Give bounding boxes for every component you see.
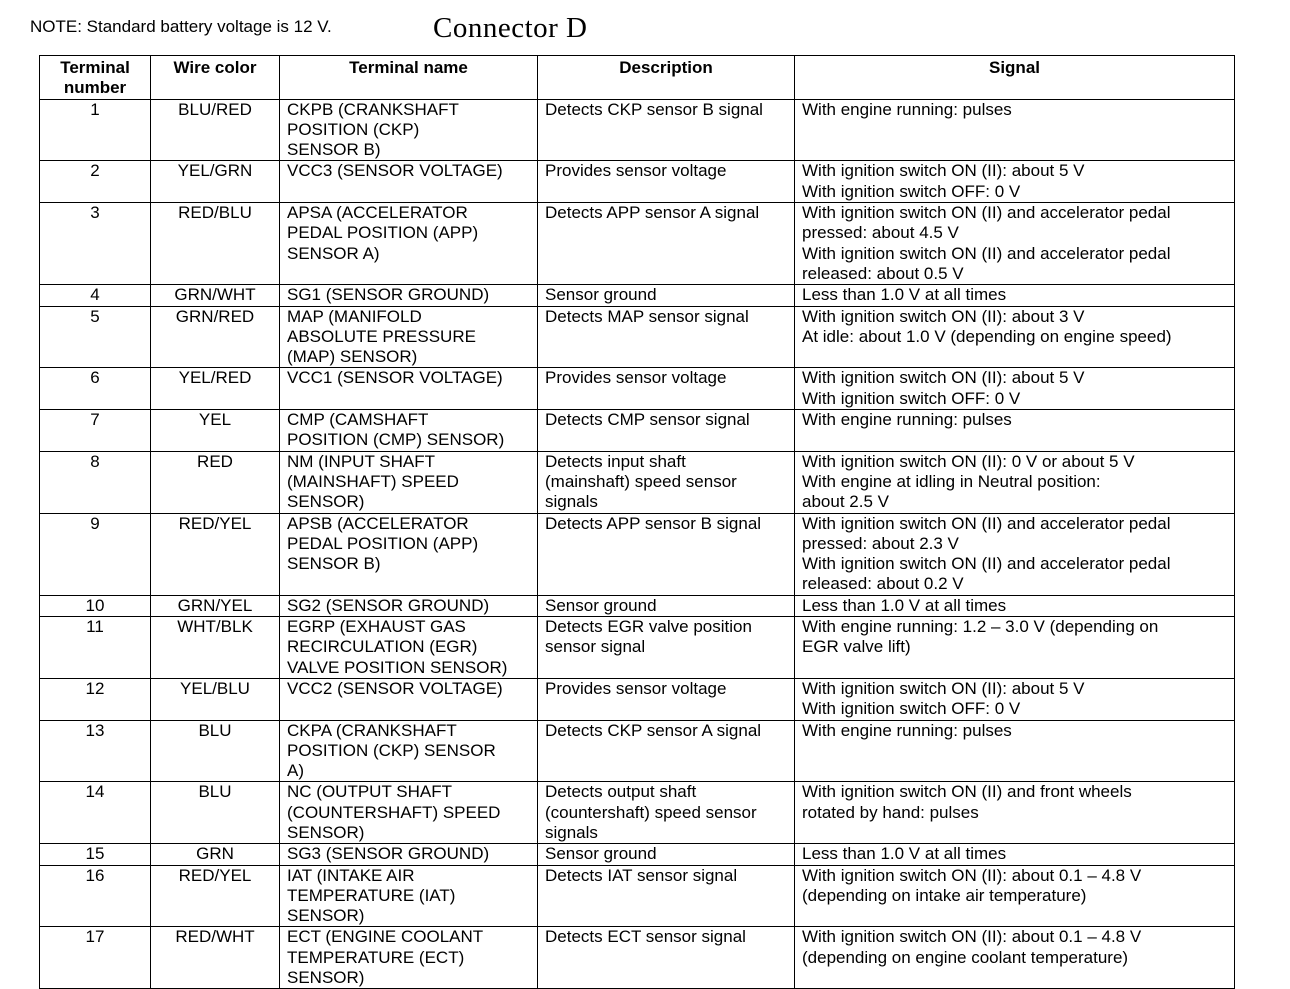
- signal-line: With ignition switch ON (II) and front wheels: [802, 782, 1132, 802]
- terminal-number-cell: 6: [40, 368, 151, 410]
- terminal-name-cell: [280, 782, 538, 844]
- description-line: (mainshaft) speed sensor: [545, 471, 737, 491]
- signal-cell: [795, 99, 1235, 161]
- terminal-name-line: SG3 (SENSOR GROUND): [287, 844, 490, 864]
- signal-line: With ignition switch ON (II) and accelerator pedal: [802, 203, 1171, 223]
- header-description: Description: [538, 56, 795, 100]
- terminal-name-line: PEDAL POSITION (APP): [287, 223, 479, 243]
- signal-cell: [795, 285, 1235, 306]
- description-line: signals: [545, 492, 598, 512]
- table-row: [40, 617, 1235, 679]
- terminal-name-line: SENSOR B): [287, 140, 381, 160]
- terminal-name-cell: [280, 720, 538, 782]
- signal-cell: [795, 617, 1235, 679]
- signal-line: about 2.5 V: [802, 492, 889, 512]
- terminal-number-cell: 17: [40, 927, 151, 989]
- terminal-name-line: CKPA (CRANKSHAFT: [287, 720, 457, 740]
- wire-color-cell: RED: [151, 451, 280, 513]
- description-line: Detects APP sensor A signal: [545, 203, 760, 223]
- header-terminal-name: Terminal name: [280, 56, 538, 100]
- terminal-name-line: EGRP (EXHAUST GAS: [287, 617, 466, 637]
- table-row: [40, 451, 1235, 513]
- description-cell: [538, 99, 795, 161]
- description-line: Sensor ground: [545, 595, 657, 615]
- terminal-name-line: SG1 (SENSOR GROUND): [287, 285, 490, 305]
- description-line: signals: [545, 822, 598, 842]
- signal-line: With ignition switch ON (II): 0 V or about 5 V: [802, 451, 1135, 471]
- table-row: [40, 306, 1235, 368]
- terminal-number-cell: 9: [40, 513, 151, 595]
- wire-color-cell: BLU/RED: [151, 99, 280, 161]
- signal-line: With ignition switch OFF: 0 V: [802, 181, 1021, 201]
- description-cell: [538, 678, 795, 720]
- description-cell: [538, 513, 795, 595]
- description-line: Provides sensor voltage: [545, 678, 727, 698]
- terminal-name-cell: [280, 513, 538, 595]
- terminal-name-line: PEDAL POSITION (APP): [287, 533, 479, 553]
- table-row: [40, 595, 1235, 616]
- description-cell: [538, 865, 795, 927]
- signal-line: With ignition switch ON (II): about 3 V: [802, 306, 1085, 326]
- terminal-name-line: ABSOLUTE PRESSURE: [287, 326, 476, 346]
- table-body: [40, 99, 1235, 989]
- signal-line: With ignition switch ON (II): about 5 V: [802, 678, 1085, 698]
- description-line: Detects MAP sensor signal: [545, 306, 749, 326]
- terminal-name-line: CKPB (CRANKSHAFT: [287, 99, 459, 119]
- description-line: Detects EGR valve position: [545, 617, 752, 637]
- terminal-name-cell: [280, 368, 538, 410]
- description-cell: [538, 595, 795, 616]
- signal-line: Less than 1.0 V at all times: [802, 285, 1007, 305]
- signal-cell: [795, 844, 1235, 865]
- description-line: Detects output shaft: [545, 782, 697, 802]
- terminal-name-line: (MAINSHAFT) SPEED: [287, 471, 459, 491]
- wire-color-cell: GRN: [151, 844, 280, 865]
- header-signal: Signal: [795, 56, 1235, 100]
- description-cell: [538, 782, 795, 844]
- terminal-name-line: POSITION (CMP) SENSOR): [287, 430, 505, 450]
- signal-line: With ignition switch ON (II): about 0.1 – 4.8 V: [802, 927, 1142, 947]
- description-line: Detects CMP sensor signal: [545, 410, 750, 430]
- table-row: [40, 203, 1235, 285]
- description-line: Detects IAT sensor signal: [545, 865, 738, 885]
- wire-color-cell: GRN/RED: [151, 306, 280, 368]
- description-cell: [538, 306, 795, 368]
- terminal-name-line: SENSOR): [287, 906, 365, 926]
- table-row: [40, 285, 1235, 306]
- description-line: Sensor ground: [545, 844, 657, 864]
- header-terminal-number: [40, 56, 151, 100]
- terminal-name-line: VCC2 (SENSOR VOLTAGE): [287, 678, 503, 698]
- terminal-number-cell: 1: [40, 99, 151, 161]
- terminal-name-line: A): [287, 761, 304, 781]
- terminal-name-line: VCC1 (SENSOR VOLTAGE): [287, 368, 503, 388]
- signal-cell: [795, 720, 1235, 782]
- signal-line: With engine at idling in Neutral position:: [802, 471, 1101, 491]
- table-row: [40, 161, 1235, 203]
- connector-pinout-table: [39, 55, 1235, 989]
- terminal-number-cell: 4: [40, 285, 151, 306]
- description-cell: [538, 617, 795, 679]
- signal-line: With ignition switch OFF: 0 V: [802, 388, 1021, 408]
- terminal-name-cell: [280, 99, 538, 161]
- terminal-name-cell: [280, 844, 538, 865]
- wire-color-cell: RED/YEL: [151, 865, 280, 927]
- signal-line: Less than 1.0 V at all times: [802, 844, 1007, 864]
- terminal-name-line: SENSOR): [287, 968, 365, 988]
- terminal-number-cell: 5: [40, 306, 151, 368]
- description-line: Detects CKP sensor A signal: [545, 720, 762, 740]
- description-cell: [538, 368, 795, 410]
- description-cell: [538, 203, 795, 285]
- terminal-name-cell: [280, 595, 538, 616]
- wire-color-cell: GRN/YEL: [151, 595, 280, 616]
- wire-color-cell: RED/BLU: [151, 203, 280, 285]
- terminal-name-cell: [280, 161, 538, 203]
- description-line: Provides sensor voltage: [545, 161, 727, 181]
- battery-voltage-note: NOTE: Standard battery voltage is 12 V.: [30, 17, 332, 36]
- description-cell: [538, 720, 795, 782]
- signal-cell: [795, 203, 1235, 285]
- table-row: [40, 865, 1235, 927]
- wire-color-cell: YEL/GRN: [151, 161, 280, 203]
- table-row: [40, 678, 1235, 720]
- table-row: [40, 782, 1235, 844]
- description-line: Sensor ground: [545, 285, 657, 305]
- terminal-name-line: SENSOR A): [287, 243, 380, 263]
- wire-color-cell: WHT/BLK: [151, 617, 280, 679]
- terminal-name-line: VALVE POSITION SENSOR): [287, 657, 508, 677]
- signal-cell: [795, 451, 1235, 513]
- terminal-name-line: SENSOR): [287, 492, 365, 512]
- signal-line: With ignition switch ON (II) and accelerator pedal: [802, 513, 1171, 533]
- terminal-number-cell: 11: [40, 617, 151, 679]
- terminal-number-cell: 13: [40, 720, 151, 782]
- signal-line: released: about 0.5 V: [802, 263, 964, 283]
- signal-line: With engine running: pulses: [802, 99, 1012, 119]
- terminal-number-cell: 16: [40, 865, 151, 927]
- terminal-name-line: IAT (INTAKE AIR: [287, 865, 415, 885]
- wire-color-cell: RED/WHT: [151, 927, 280, 989]
- terminal-name-line: POSITION (CKP): [287, 119, 420, 139]
- description-line: Detects input shaft: [545, 451, 686, 471]
- wire-color-cell: RED/YEL: [151, 513, 280, 595]
- terminal-name-line: ECT (ENGINE COOLANT: [287, 927, 484, 947]
- signal-cell: [795, 161, 1235, 203]
- wire-color-cell: BLU: [151, 720, 280, 782]
- description-cell: [538, 410, 795, 452]
- table-row: [40, 99, 1235, 161]
- terminal-number-cell: 7: [40, 410, 151, 452]
- terminal-name-line: VCC3 (SENSOR VOLTAGE): [287, 161, 503, 181]
- terminal-name-cell: [280, 306, 538, 368]
- table-row: [40, 513, 1235, 595]
- terminal-name-line: (COUNTERSHAFT) SPEED: [287, 802, 501, 822]
- terminal-name-line: NM (INPUT SHAFT: [287, 451, 435, 471]
- signal-line: EGR valve lift): [802, 637, 911, 657]
- table-header-row: [40, 56, 1235, 100]
- wire-color-cell: GRN/WHT: [151, 285, 280, 306]
- signal-cell: [795, 865, 1235, 927]
- terminal-name-cell: [280, 927, 538, 989]
- signal-line: released: about 0.2 V: [802, 574, 964, 594]
- header-terminal-number-line: Terminal: [60, 58, 130, 77]
- signal-line: With ignition switch ON (II) and accelerator pedal: [802, 554, 1171, 574]
- description-line: Provides sensor voltage: [545, 368, 727, 388]
- table-row: [40, 720, 1235, 782]
- signal-line: With ignition switch ON (II): about 5 V: [802, 161, 1085, 181]
- signal-line: (depending on engine coolant temperature): [802, 947, 1129, 967]
- description-line: sensor signal: [545, 637, 646, 657]
- terminal-number-cell: 12: [40, 678, 151, 720]
- signal-cell: [795, 306, 1235, 368]
- signal-line: pressed: about 4.5 V: [802, 223, 959, 243]
- signal-line: With ignition switch ON (II): about 5 V: [802, 368, 1085, 388]
- terminal-name-cell: [280, 285, 538, 306]
- signal-line: At idle: about 1.0 V (depending on engine speed): [802, 326, 1172, 346]
- signal-line: (depending on intake air temperature): [802, 885, 1087, 905]
- signal-line: With engine running: pulses: [802, 720, 1012, 740]
- description-cell: [538, 161, 795, 203]
- header-wire-color: Wire color: [151, 56, 280, 100]
- description-line: Detects CKP sensor B signal: [545, 99, 763, 119]
- signal-line: pressed: about 2.3 V: [802, 533, 959, 553]
- terminal-name-line: NC (OUTPUT SHAFT: [287, 782, 452, 802]
- terminal-name-cell: [280, 410, 538, 452]
- signal-cell: [795, 678, 1235, 720]
- terminal-number-cell: 3: [40, 203, 151, 285]
- terminal-name-line: APSB (ACCELERATOR: [287, 513, 469, 533]
- wire-color-cell: YEL: [151, 410, 280, 452]
- table-row: [40, 410, 1235, 452]
- terminal-name-line: SENSOR): [287, 822, 365, 842]
- signal-cell: [795, 595, 1235, 616]
- signal-cell: [795, 410, 1235, 452]
- terminal-number-cell: 15: [40, 844, 151, 865]
- signal-line: rotated by hand: pulses: [802, 802, 979, 822]
- wire-color-cell: YEL/RED: [151, 368, 280, 410]
- signal-cell: [795, 927, 1235, 989]
- signal-line: With engine running: pulses: [802, 410, 1012, 430]
- description-cell: [538, 285, 795, 306]
- terminal-name-line: SG2 (SENSOR GROUND): [287, 595, 490, 615]
- terminal-name-cell: [280, 678, 538, 720]
- signal-line: With ignition switch OFF: 0 V: [802, 699, 1021, 719]
- terminal-number-cell: 14: [40, 782, 151, 844]
- terminal-number-cell: 2: [40, 161, 151, 203]
- terminal-name-line: RECIRCULATION (EGR): [287, 637, 478, 657]
- terminal-name-line: SENSOR B): [287, 554, 381, 574]
- terminal-name-line: TEMPERATURE (IAT): [287, 885, 456, 905]
- terminal-name-line: (MAP) SENSOR): [287, 347, 418, 367]
- description-cell: [538, 844, 795, 865]
- terminal-name-cell: [280, 203, 538, 285]
- description-line: Detects APP sensor B signal: [545, 513, 762, 533]
- table-row: [40, 844, 1235, 865]
- signal-line: With ignition switch ON (II): about 0.1 – 4.8 V: [802, 865, 1142, 885]
- terminal-name-cell: [280, 617, 538, 679]
- connector-title: Connector D: [433, 12, 588, 44]
- signal-line: Less than 1.0 V at all times: [802, 595, 1007, 615]
- terminal-name-line: TEMPERATURE (ECT): [287, 947, 465, 967]
- terminal-name-line: CMP (CAMSHAFT: [287, 410, 429, 430]
- wire-color-cell: BLU: [151, 782, 280, 844]
- terminal-name-line: MAP (MANIFOLD: [287, 306, 422, 326]
- terminal-number-cell: 10: [40, 595, 151, 616]
- table-row: [40, 927, 1235, 989]
- terminal-name-line: POSITION (CKP) SENSOR: [287, 740, 496, 760]
- signal-line: With engine running: 1.2 – 3.0 V (depending on: [802, 617, 1159, 637]
- description-line: Detects ECT sensor signal: [545, 927, 746, 947]
- terminal-name-cell: [280, 865, 538, 927]
- terminal-number-cell: 8: [40, 451, 151, 513]
- terminal-name-line: APSA (ACCELERATOR: [287, 203, 468, 223]
- signal-cell: [795, 782, 1235, 844]
- description-line: (countershaft) speed sensor: [545, 802, 757, 822]
- terminal-name-cell: [280, 451, 538, 513]
- signal-line: With ignition switch ON (II) and accelerator pedal: [802, 243, 1171, 263]
- table-row: [40, 368, 1235, 410]
- header-terminal-number-line: number: [63, 78, 127, 98]
- signal-cell: [795, 513, 1235, 595]
- description-cell: [538, 451, 795, 513]
- description-cell: [538, 927, 795, 989]
- signal-cell: [795, 368, 1235, 410]
- wire-color-cell: YEL/BLU: [151, 678, 280, 720]
